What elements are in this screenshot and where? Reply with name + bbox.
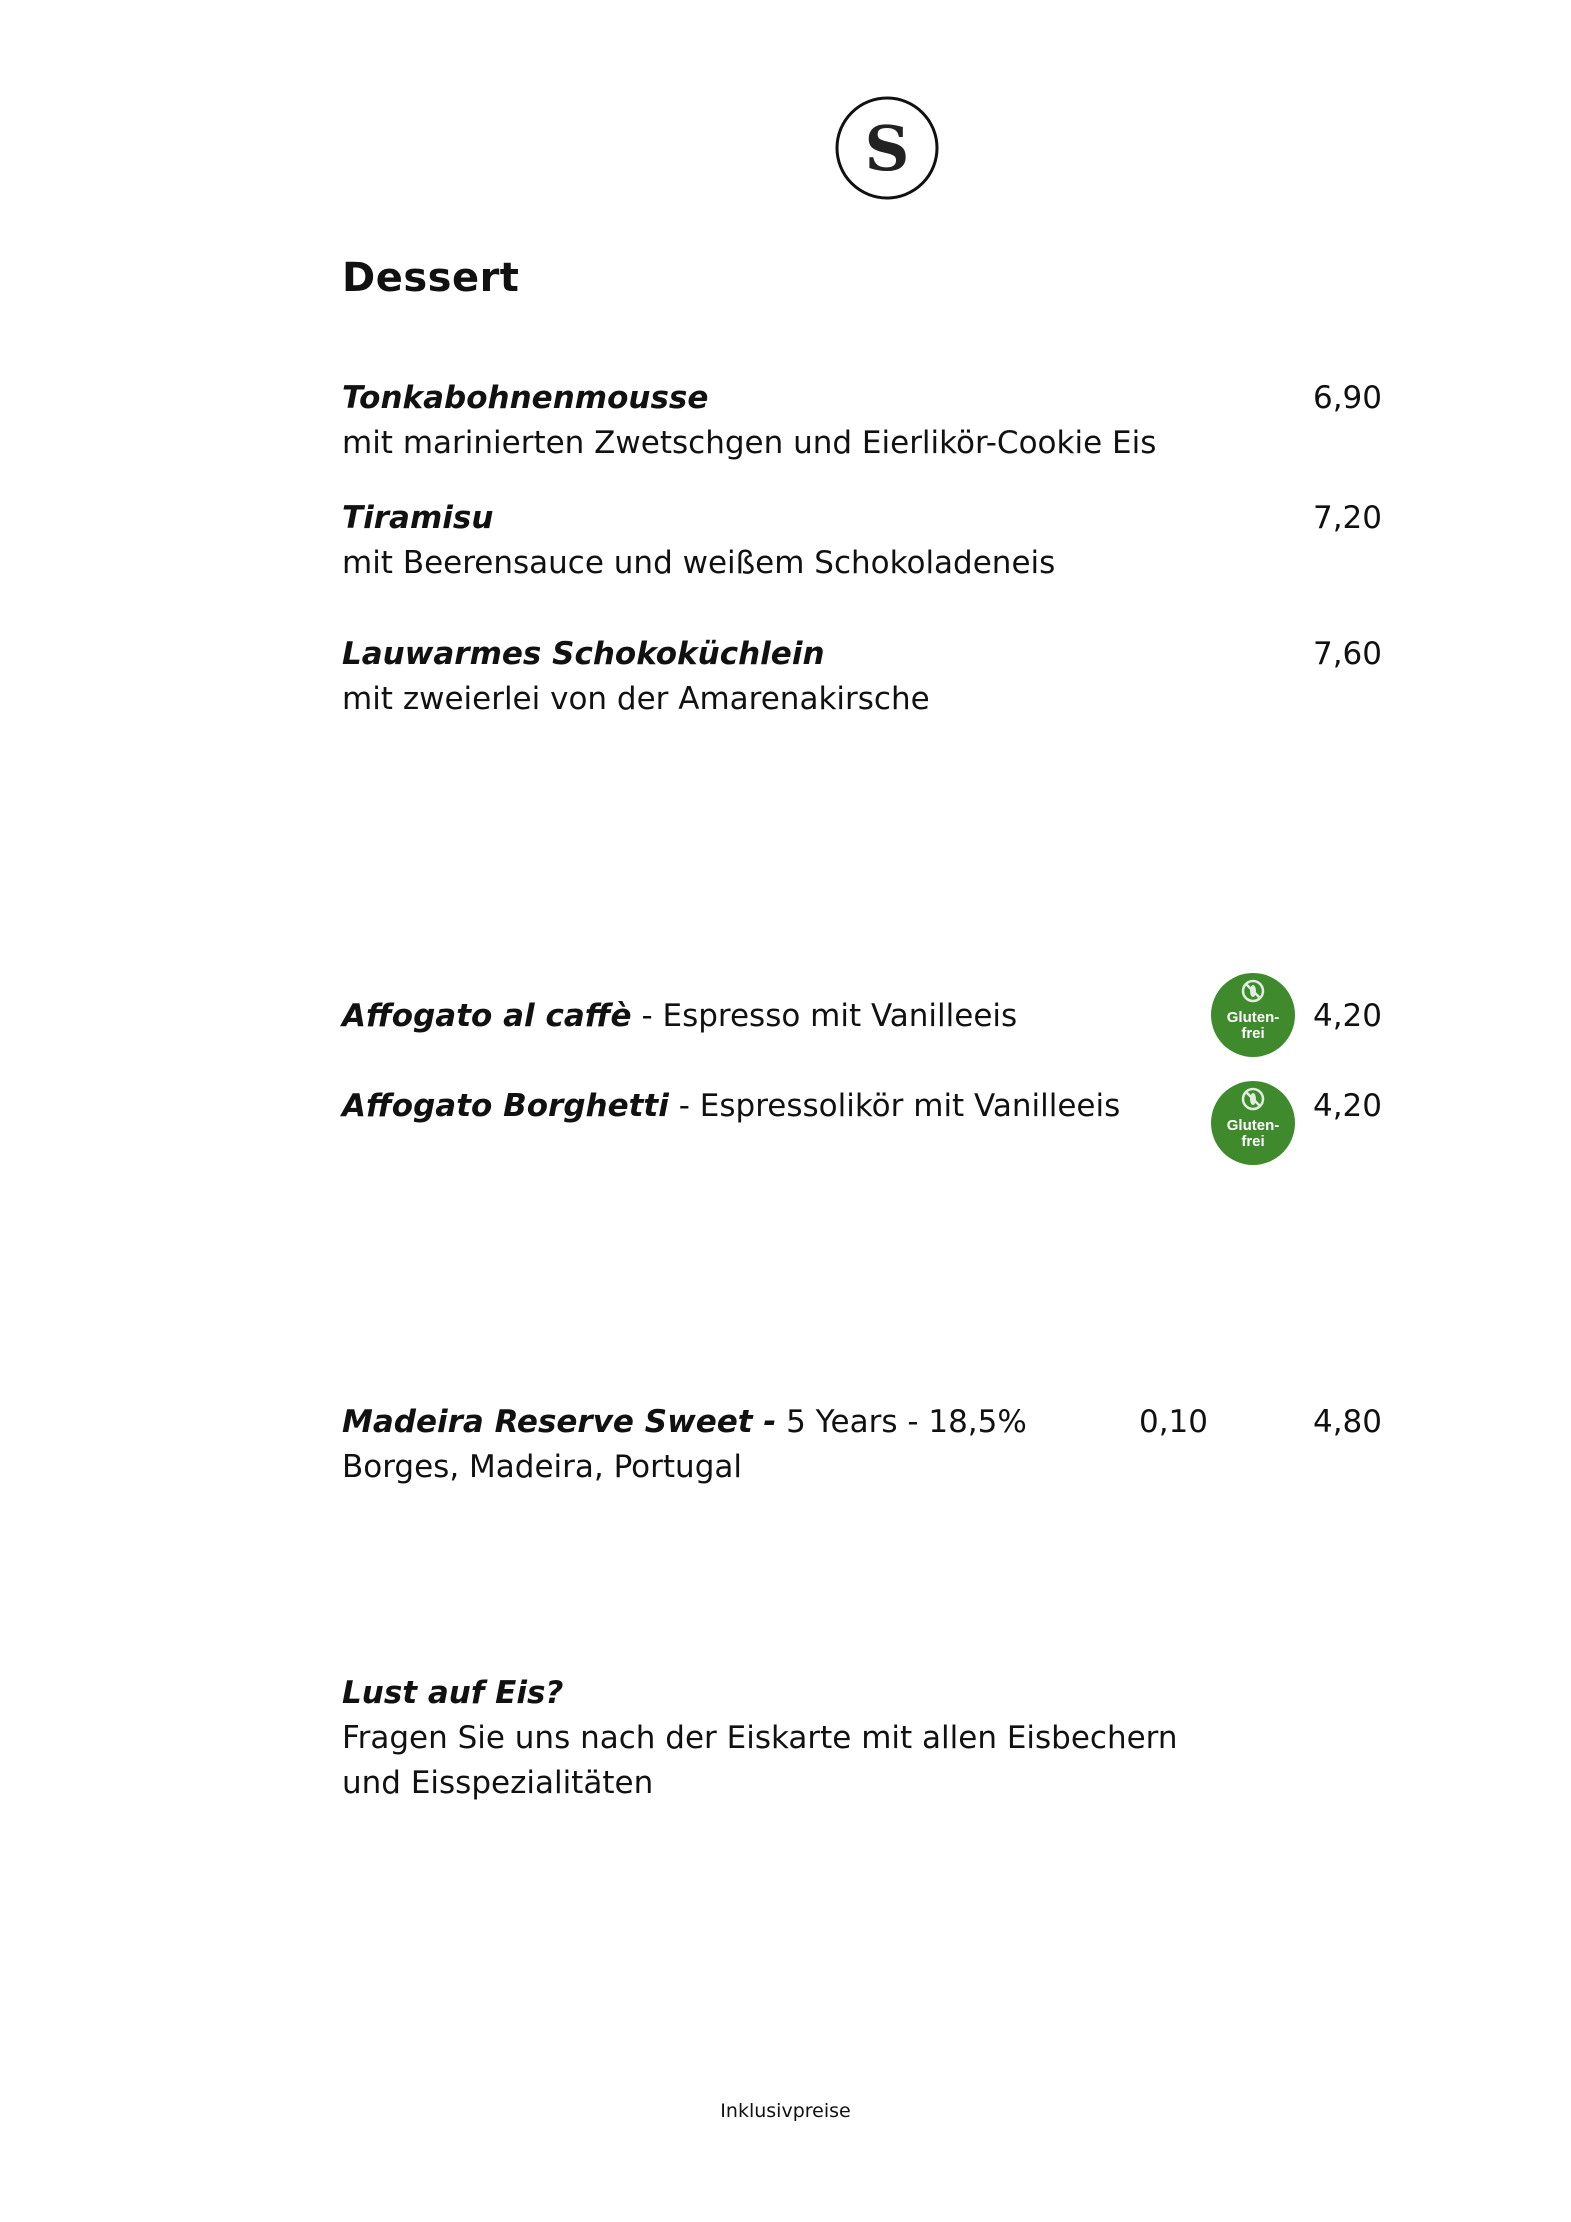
affogato-name: Affogato Borghetti [342,1088,669,1124]
logo-letter: S [864,112,910,185]
badge-text: frei [1241,1025,1265,1042]
logo [833,94,941,202]
affogato-description: - Espresso mit Vanilleeis [631,998,1018,1034]
dessert-description: mit Beerensauce und weißem Schokoladeneis [342,545,1056,581]
ice-cream-heading: Lust auf Eis? [342,1675,564,1711]
badge-text: frei [1241,1133,1265,1150]
page-title: Dessert [342,255,520,301]
gluten-free-badge [1210,972,1296,1058]
wine-detail: 5 Years - 18,5% [776,1404,1027,1440]
dessert-name: Tonkabohnenmousse [342,380,709,416]
wine-name: Madeira Reserve Sweet - [342,1404,777,1440]
wine-volume: 0,10 [1138,1404,1208,1440]
affogato-price: 4,20 [1312,1088,1382,1124]
dessert-name: Tiramisu [342,500,494,536]
affogato-description: - Espressolikör mit Vanilleeis [668,1088,1121,1124]
dessert-price: 7,60 [1312,636,1382,672]
gluten-free-badge [1210,1080,1296,1166]
badge-text: Gluten- [1226,1117,1280,1134]
affogato-item [342,998,1018,1034]
wine-price: 4,80 [1312,1404,1382,1440]
dessert-price: 6,90 [1312,380,1382,416]
wine-origin: Borges, Madeira, Portugal [342,1449,742,1485]
ice-cream-text: Fragen Sie uns nach der Eiskarte mit allen Eisbechern [342,1720,1178,1756]
ice-cream-text: und Eisspezialitäten [342,1765,654,1801]
dessert-description: mit marinierten Zwetschgen und Eierlikör-Cookie Eis [342,425,1157,461]
affogato-item [342,1088,1121,1124]
affogato-name: Affogato al caffè [342,998,632,1034]
affogato-price: 4,20 [1312,998,1382,1034]
badge-text: Gluten- [1226,1009,1280,1026]
dessert-name: Lauwarmes Schokoküchlein [342,636,825,672]
wine-item [342,1404,1027,1440]
dessert-description: mit zweierlei von der Amarenakirsche [342,681,930,717]
dessert-price: 7,20 [1312,500,1382,536]
footer-note: Inklusivpreise [720,2100,851,2122]
